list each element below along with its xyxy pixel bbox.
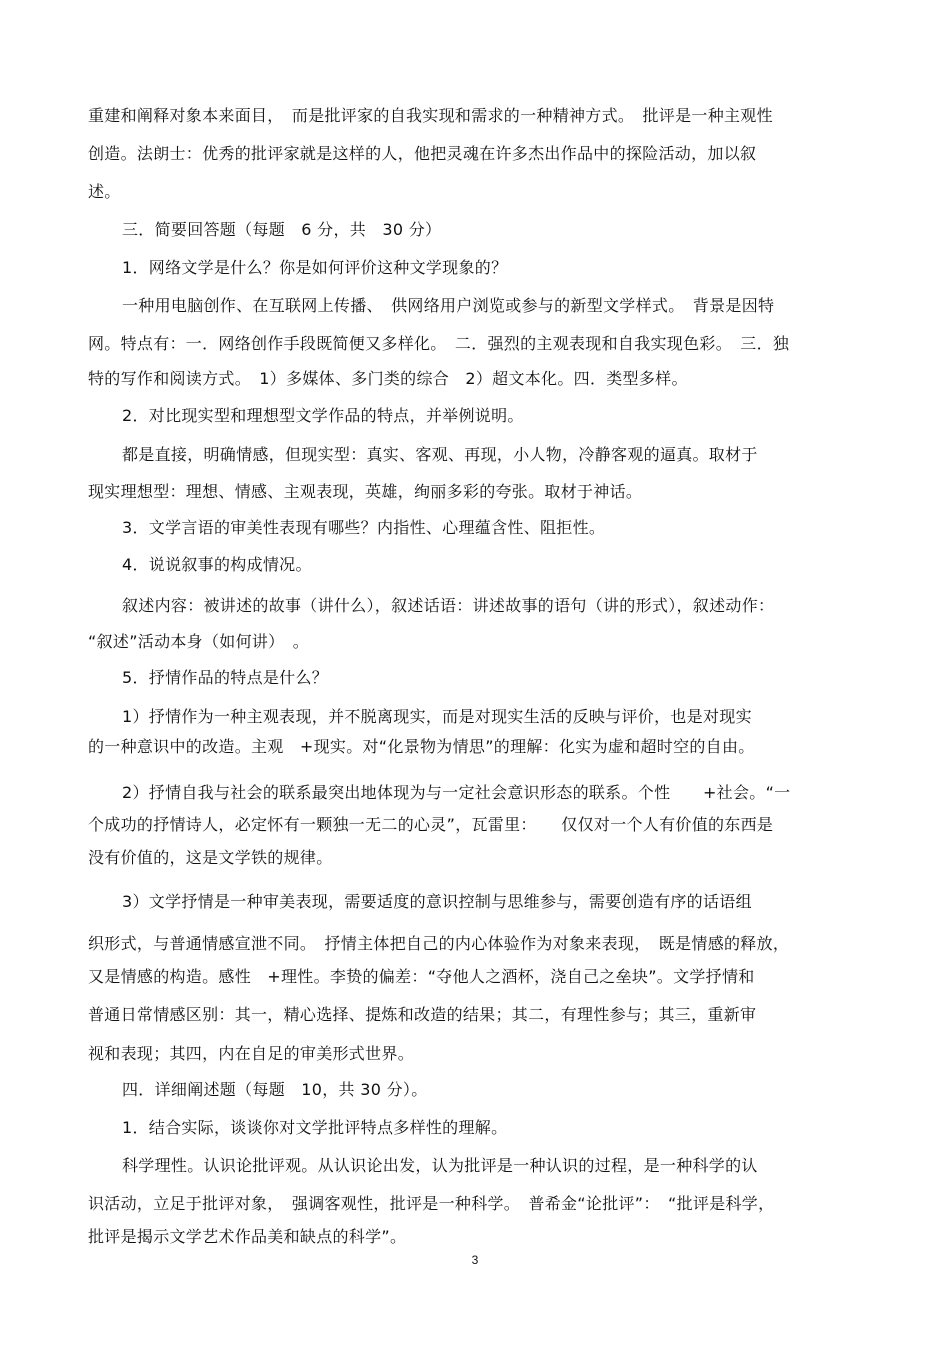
section-heading: 三．简要回答题（每题 6 分，共 30 分） xyxy=(122,220,442,239)
text-line: 个成功的抒情诗人，必定怀有一颗独一无二的心灵”，瓦雷里： 仅仅对一个人有价值的东西是 xyxy=(88,815,774,834)
text-line: 普通日常情感区别：其一，精心选择、提炼和改造的结果；其二，有理性参与；其三，重新审 xyxy=(88,1005,757,1024)
text-line: 识活动，立足于批评对象， 强调客观性，批评是一种科学。 普希金“论批评”： “批评是科学， xyxy=(88,1194,775,1213)
question: 1．网络文学是什么？你是如何评价这种文学现象的？ xyxy=(122,258,508,277)
question: 4．说说叙事的构成情况。 xyxy=(122,555,312,574)
text-line: 创造。法朗士：优秀的批评家就是这样的人，他把灵魂在许多杰出作品中的探险活动，加以叙 xyxy=(88,144,757,163)
text-line: 织形式，与普通情感宣泄不同。 抒情主体把自己的内心体验作为对象来表现， 既是情感的释放， xyxy=(88,934,790,953)
text-line: 2）抒情自我与社会的联系最突出地体现为与一定社会意识形态的联系。个性 +社会。“一 xyxy=(122,783,791,802)
text-line: 述。 xyxy=(88,182,121,201)
text-line: 1）抒情作为一种主观表现，并不脱离现实，而是对现实生活的反映与评价，也是对现实 xyxy=(122,707,752,726)
text-line: 现实理想型：理想、情感、主观表现，英雄，绚丽多彩的夸张。取材于神话。 xyxy=(88,482,643,501)
question: 3．文学言语的审美性表现有哪些？内指性、心理蕴含性、阻拒性。 xyxy=(122,518,606,537)
text-line: 科学理性。认识论批评观。从认识论出发，认为批评是一种认识的过程，是一种科学的认 xyxy=(122,1156,758,1175)
text-line: 叙述内容：被讲述的故事（讲什么），叙述话语：讲述故事的语句（讲的形式），叙述动作： xyxy=(122,596,775,615)
text-line: 都是直接，明确情感，但现实型：真实、客观、再现，小人物，冷静客观的逼真。取材于 xyxy=(122,445,758,464)
text-line: 3）文学抒情是一种审美表现，需要适度的意识控制与思维参与，需要创造有序的话语组 xyxy=(122,892,752,911)
question: 1．结合实际，谈谈你对文学批评特点多样性的理解。 xyxy=(122,1118,508,1137)
text-line: 批评是揭示文学艺术作品美和缺点的科学”。 xyxy=(88,1227,407,1246)
text-line: 的一种意识中的改造。主观 +现实。对“化景物为情思”的理解：化实为虚和超时空的自由。 xyxy=(88,737,755,756)
question: 5．抒情作品的特点是什么？ xyxy=(122,668,329,687)
text-line: 一种用电脑创作、在互联网上传播、 供网络用户浏览或参与的新型文学样式。 背景是因特 xyxy=(122,296,775,315)
text-line: 重建和阐释对象本来面目， 而是批评家的自我实现和需求的一种精神方式。 批评是一种主观性 xyxy=(88,106,773,125)
text-line: 没有价值的，这是文学铁的规律。 xyxy=(88,848,333,867)
text-line: 视和表现；其四，内在自足的审美形式世界。 xyxy=(88,1044,415,1063)
section-heading: 四．详细阐述题（每题 10，共 30 分）。 xyxy=(122,1080,428,1099)
text-line: “叙述”活动本身（如何讲） 。 xyxy=(88,632,310,651)
text-line: 特的写作和阅读方式。 1）多媒体、多门类的综合 2）超文本化。四．类型多样。 xyxy=(88,369,688,388)
text-line: 网。特点有：一．网络创作手段既简便又多样化。 二．强烈的主观表现和自我实现色彩。 三．独 xyxy=(88,334,790,353)
question: 2．对比现实型和理想型文学作品的特点，并举例说明。 xyxy=(122,406,524,425)
text-line: 又是情感的构造。感性 +理性。李贽的偏差：“夺他人之酒杯，浇自己之垒块”。文学抒情和 xyxy=(88,967,755,986)
page-number: 3 xyxy=(471,1253,479,1267)
